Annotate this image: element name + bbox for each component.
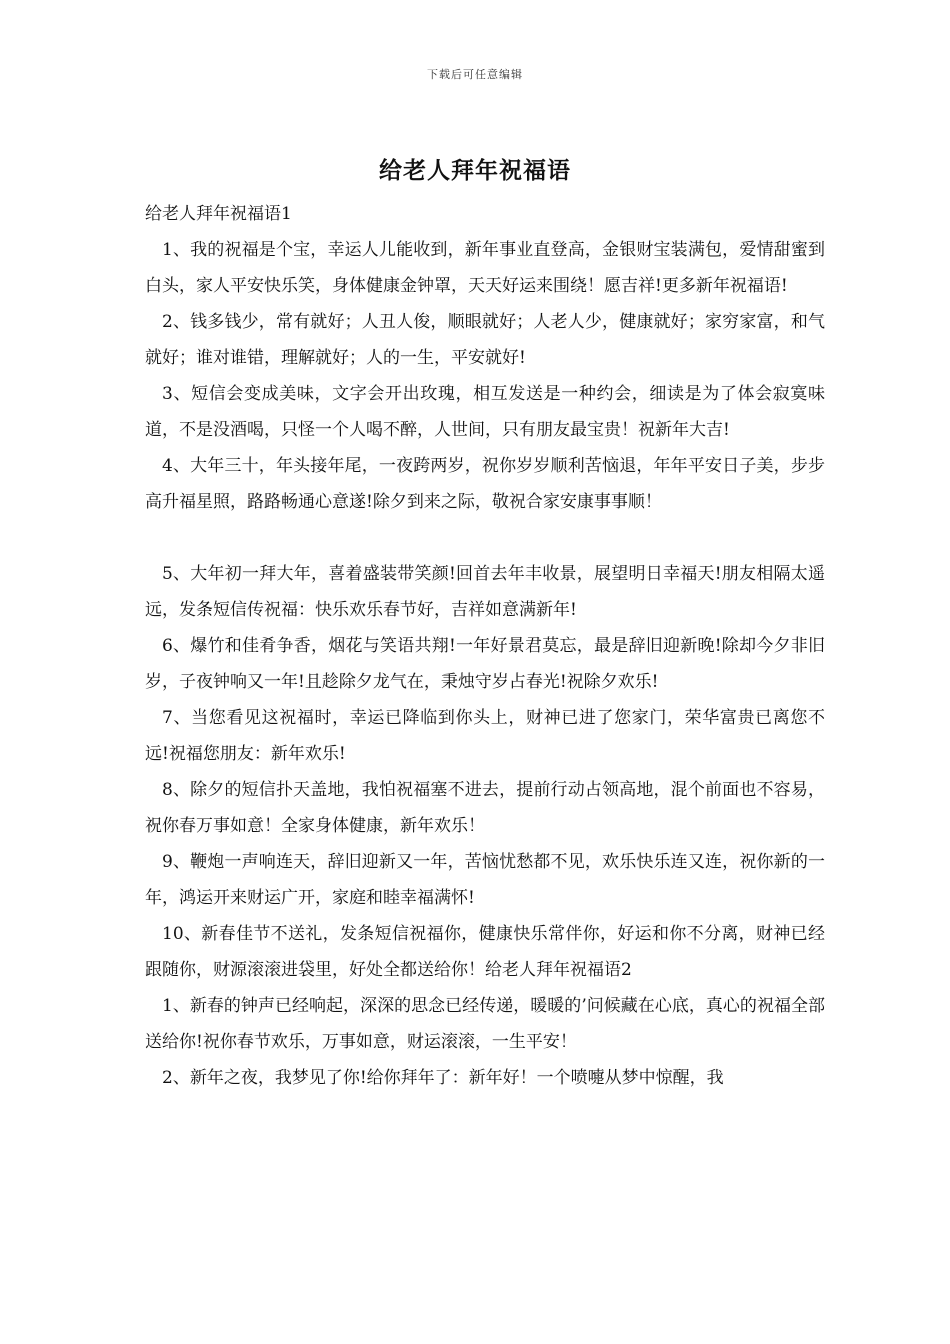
paragraph-6: 6、爆竹和佳肴争香，烟花与笑语共翔!一年好景君莫忘，最是辞旧迎新晚!除却今夕非旧岁，子夜钟响又一年!且趁除夕龙气在，秉烛守岁占春光!祝除夕欢乐! [145,636,825,692]
paragraph-3: 3、短信会变成美味，文字会开出玫瑰，相互发送是一种约会，细读是为了体会寂寞味道，不是没酒喝，只怪一个人喝不醉，人世间，只有朋友最宝贵！祝新年大吉! [145,384,825,440]
paragraph-8: 8、除夕的短信扑天盖地，我怕祝福塞不进去，提前行动占领高地，混个前面也不容易，祝你春万事如意！全家身体健康，新年欢乐！ [145,780,825,836]
paragraph-4: 4、大年三十，年头接年尾，一夜跨两岁，祝你岁岁顺利苦恼退，年年平安日子美，步步高升福星照，路路畅通心意遂!除夕到来之际，敬祝合家安康事事顺！ [145,456,825,512]
section-heading: 给老人拜年祝福语1 [145,204,292,224]
document-body [145,196,825,1096]
paragraph-7: 7、当您看见这祝福时，幸运已降临到你头上，财神已进了您家门，荣华富贵已离您不远!祝福您朋友：新年欢乐! [145,708,825,764]
paragraph-2-1: 1、新春的钟声已经响起，深深的思念已经传递，暖暖的’问候藏在心底，真心的祝福全部送给你!祝你春节欢乐，万事如意，财运滚滚，一生平安！ [145,996,825,1052]
paragraph-9: 9、鞭炮一声响连天，辞旧迎新又一年，苦恼忧愁都不见，欢乐快乐连又连，祝你新的一年，鸿运开来财运广开，家庭和睦幸福满怀! [145,852,825,908]
paragraph-10: 10、新春佳节不送礼，发条短信祝福你，健康快乐常伴你，好运和你不分离，财神已经跟随你，财源滚滚进袋里，好处全都送给你！给老人拜年祝福语2 [145,924,825,980]
page-header-note: 下载后可任意编辑 [427,68,523,81]
blank-line [145,520,825,556]
paragraph-5: 5、大年初一拜大年，喜着盛装带笑颜!回首去年丰收景，展望明日幸福天!朋友相隔太遥远，发条短信传祝福：快乐欢乐春节好，吉祥如意满新年! [145,564,825,620]
paragraph-2-2: 2、新年之夜，我梦见了你!给你拜年了：新年好！一个喷嚏从梦中惊醒，我 [162,1068,724,1088]
paragraph-2: 2、钱多钱少，常有就好；人丑人俊，顺眼就好；人老人少，健康就好；家穷家富，和气就好；谁对谁错，理解就好；人的一生，平安就好! [145,312,825,368]
document-title: 给老人拜年祝福语 [379,157,571,184]
paragraph-1: 1、我的祝福是个宝，幸运人儿能收到，新年事业直登高，金银财宝装满包，爱情甜蜜到白头，家人平安快乐笑，身体健康金钟罩，天天好运来围绕！愿吉祥!更多新年祝福语! [145,240,825,296]
